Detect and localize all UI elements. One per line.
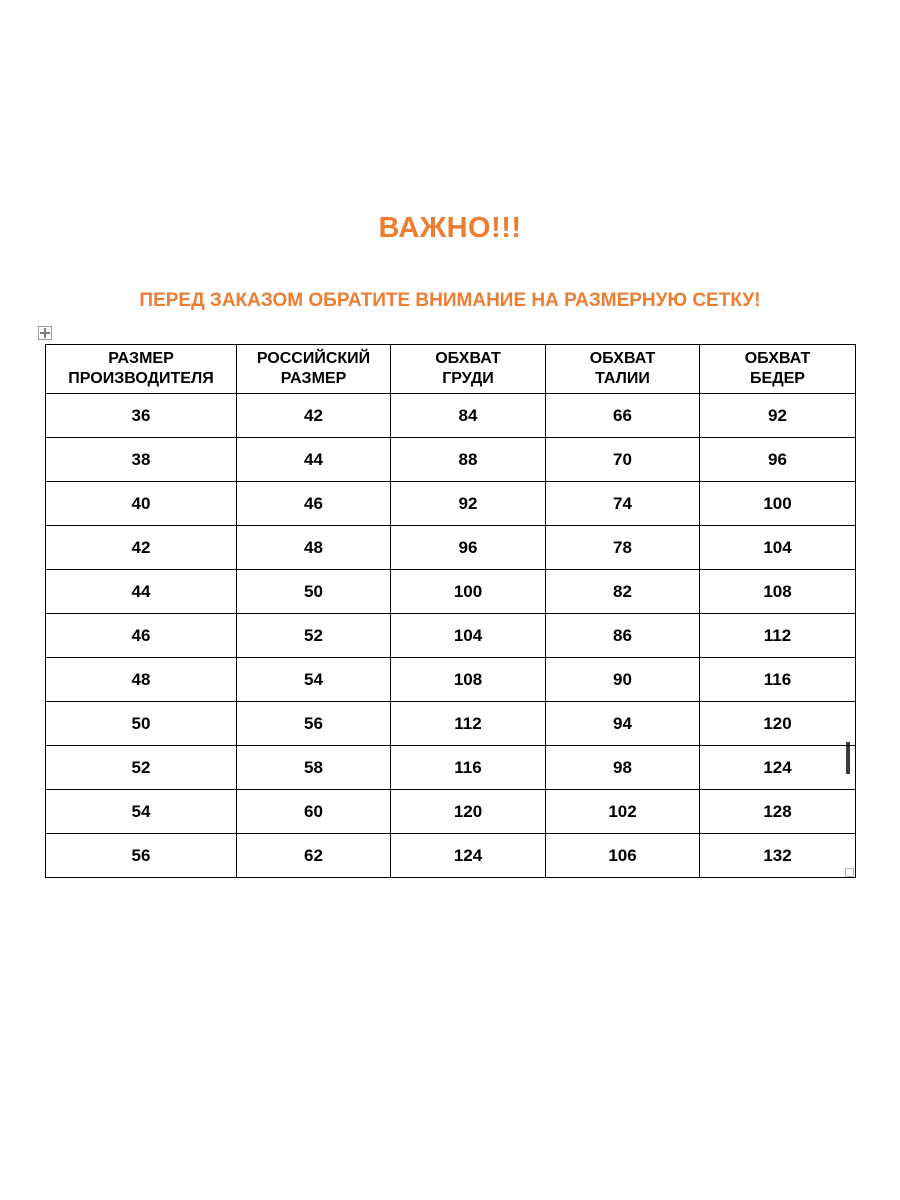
cell-hips: 112	[700, 614, 856, 658]
cell-russian-size: 50	[237, 570, 391, 614]
cell-waist: 66	[546, 394, 700, 438]
cell-hips: 100	[700, 482, 856, 526]
cell-hips: 124	[700, 746, 856, 790]
column-header-hips	[700, 345, 856, 394]
table-row	[46, 614, 856, 658]
page-title: ВАЖНО!!!	[378, 212, 522, 244]
column-header-line1: ОБХВАТ	[744, 350, 811, 367]
cell-hips: 108	[700, 570, 856, 614]
cell-russian-size: 58	[237, 746, 391, 790]
column-header-line2: БЕДЕР	[750, 370, 805, 387]
cell-russian-size: 48	[237, 526, 391, 570]
cell-hips: 120	[700, 702, 856, 746]
cell-hips: 92	[700, 394, 856, 438]
cell-russian-size: 46	[237, 482, 391, 526]
cell-manufacturer-size: 42	[46, 526, 237, 570]
cell-manufacturer-size: 52	[46, 746, 237, 790]
cell-russian-size: 56	[237, 702, 391, 746]
cell-chest: 124	[391, 834, 546, 878]
cell-chest: 92	[391, 482, 546, 526]
cell-russian-size: 60	[237, 790, 391, 834]
table-row	[46, 482, 856, 526]
cell-russian-size: 52	[237, 614, 391, 658]
column-header-line2: ГРУДИ	[442, 370, 494, 387]
table-header-row	[46, 345, 856, 394]
cell-waist: 82	[546, 570, 700, 614]
cell-chest: 96	[391, 526, 546, 570]
cell-chest: 84	[391, 394, 546, 438]
column-header-line1: ОБХВАТ	[435, 350, 501, 367]
cell-waist: 74	[546, 482, 700, 526]
cell-manufacturer-size: 50	[46, 702, 237, 746]
cell-hips: 132	[700, 834, 856, 878]
cell-waist: 86	[546, 614, 700, 658]
cell-hips: 96	[700, 438, 856, 482]
cell-waist: 90	[546, 658, 700, 702]
cell-chest: 100	[391, 570, 546, 614]
column-header-waist	[546, 345, 700, 394]
cell-waist: 94	[546, 702, 700, 746]
table-row	[46, 746, 856, 790]
table-row	[46, 438, 856, 482]
column-header-line1: ОБХВАТ	[589, 350, 656, 367]
cell-manufacturer-size: 44	[46, 570, 237, 614]
column-header-line1: РАЗМЕР	[108, 350, 174, 367]
cell-manufacturer-size: 36	[46, 394, 237, 438]
cell-chest: 108	[391, 658, 546, 702]
cell-waist: 70	[546, 438, 700, 482]
cell-waist: 98	[546, 746, 700, 790]
column-header-line2: РАЗМЕР	[280, 370, 347, 387]
column-header-line2: ТАЛИИ	[595, 370, 650, 387]
cell-chest: 120	[391, 790, 546, 834]
cell-russian-size: 42	[237, 394, 391, 438]
table-row	[46, 658, 856, 702]
table-row	[46, 570, 856, 614]
cell-manufacturer-size: 46	[46, 614, 237, 658]
table-move-handle-icon[interactable]	[38, 326, 52, 340]
column-header-line1: РОССИЙСКИЙ	[256, 350, 371, 367]
cell-hips: 104	[700, 526, 856, 570]
table-row	[46, 790, 856, 834]
cell-chest: 104	[391, 614, 546, 658]
cell-waist: 102	[546, 790, 700, 834]
column-header-russian-size	[237, 345, 391, 394]
cell-chest: 88	[391, 438, 546, 482]
table-row	[46, 526, 856, 570]
table-row	[46, 394, 856, 438]
cell-russian-size: 62	[237, 834, 391, 878]
cell-hips: 116	[700, 658, 856, 702]
size-chart-table	[45, 344, 856, 878]
page-subtitle: ПЕРЕД ЗАКАЗОМ ОБРАТИТЕ ВНИМАНИЕ НА РАЗМЕРНУЮ СЕТКУ!	[139, 290, 761, 311]
cell-manufacturer-size: 48	[46, 658, 237, 702]
cell-russian-size: 54	[237, 658, 391, 702]
cell-russian-size: 44	[237, 438, 391, 482]
cell-chest: 116	[391, 746, 546, 790]
column-header-manufacturer-size	[46, 345, 237, 394]
cell-waist: 78	[546, 526, 700, 570]
cell-manufacturer-size: 40	[46, 482, 237, 526]
cell-hips: 128	[700, 790, 856, 834]
cell-manufacturer-size: 38	[46, 438, 237, 482]
cell-manufacturer-size: 54	[46, 790, 237, 834]
column-header-line2: ПРОИЗВОДИТЕЛЯ	[68, 370, 214, 387]
cell-chest: 112	[391, 702, 546, 746]
column-header-chest	[391, 345, 546, 394]
cell-manufacturer-size: 56	[46, 834, 237, 878]
table-row	[46, 834, 856, 878]
table-row	[46, 702, 856, 746]
cell-waist: 106	[546, 834, 700, 878]
